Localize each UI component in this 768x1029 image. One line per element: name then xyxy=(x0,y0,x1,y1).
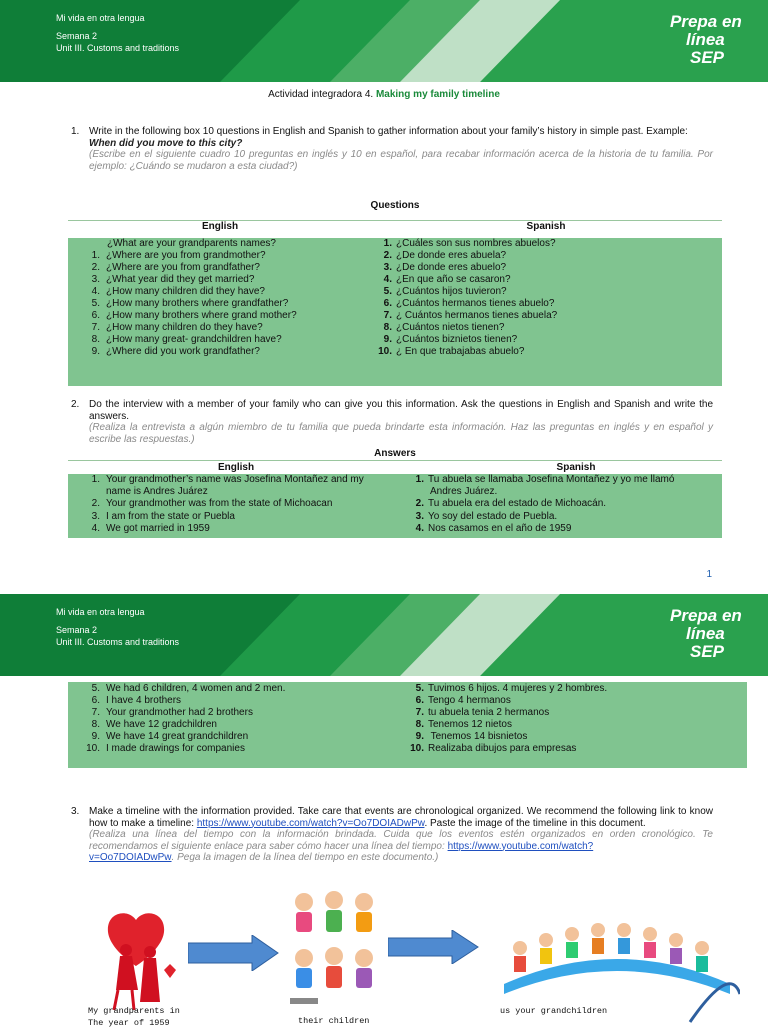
page-header-1 xyxy=(0,0,768,82)
list-item: 6. Tengo 4 hermanos xyxy=(415,695,511,706)
list-item: 6. I have 4 brothers xyxy=(91,695,182,706)
unit-label: Unit III. Customs and traditions xyxy=(56,637,180,647)
page-number: 1 xyxy=(706,569,712,580)
week-label: Semana 2 xyxy=(56,625,98,635)
list-item: 5. Tuvimos 6 hijos. 4 mujeres y 2 hombres. xyxy=(415,683,608,694)
timeline-arrow-1 xyxy=(188,935,280,971)
list-item: 2. ¿De donde eres abuela? xyxy=(383,250,507,261)
list-item: 2. Tu abuela era del estado de Michoacán. xyxy=(415,498,607,510)
list-item: 1. Your grandmother’s name was Josefina Montañez and my xyxy=(91,474,364,485)
prepa-en-linea-logo: Prepa en línea SEP xyxy=(670,606,742,661)
week-label: Semana 2 xyxy=(56,31,98,41)
list-item: 10. ¿ En que trabajabas abuelo? xyxy=(378,346,525,357)
list-item: 8. ¿Cuántos nietos tienen? xyxy=(383,322,505,333)
list-item: 1. Tu abuela se llamaba Josefina Montañez y yo me llamó xyxy=(415,474,675,485)
list-item: 4. We got married in 1959 xyxy=(91,522,210,534)
page-header-2 xyxy=(0,594,768,676)
list-item: 8. We have 12 gradchildren xyxy=(91,719,217,730)
example-question: When did you move to this city? xyxy=(89,137,243,149)
list-item: 6. ¿Cuántos hermanos tienes abuelo? xyxy=(383,298,555,309)
list-item: 4. ¿En que año se casaron? xyxy=(383,274,511,285)
caption-grandchildren: us your grandchildren xyxy=(500,1006,608,1016)
list-item: 7. Your grandmother had 2 brothers xyxy=(91,707,253,718)
children-group-image xyxy=(284,888,384,1008)
list-item: 10. Realizaba dibujos para empresas xyxy=(410,743,577,754)
answers-english-header: English xyxy=(217,462,255,473)
list-item: 10. I made drawings for companies xyxy=(86,743,245,754)
list-item: 7. ¿ Cuántos hermanos tienes abuela? xyxy=(383,310,558,321)
caption-children: their children xyxy=(298,1016,370,1026)
timeline-video-link-es-2[interactable]: v=Oo7DOIADwPw xyxy=(89,852,172,863)
list-item-continued: Andres Juárez. xyxy=(430,486,498,498)
list-item: 6. ¿How many brothers where grand mother? xyxy=(91,310,297,321)
answers-spanish-header: Spanish xyxy=(556,462,596,473)
list-item: 3. I am from the state or Puebla xyxy=(91,510,235,522)
list-item: 3. ¿What year did they get married? xyxy=(91,274,255,285)
list-item: 9. ¿Cuántos biznietos tienen? xyxy=(383,334,518,345)
list-item: 9. We have 14 great grandchildren xyxy=(91,731,249,742)
questions-spanish-header: Spanish xyxy=(526,221,566,232)
list-item: 7. ¿How many children do they have? xyxy=(91,322,263,333)
questions-heading: Questions xyxy=(370,200,420,211)
list-item: 4. Nos casamos en el año de 1959 xyxy=(415,522,572,534)
timeline-video-link-es[interactable]: https://www.youtube.com/watch? xyxy=(447,840,594,852)
activity-title: Actividad integradora 4. Making my family timeline xyxy=(268,89,500,100)
course-name: Mi vida en otra lengua xyxy=(56,13,145,23)
instruction-1: 1. Write in the following box 10 questions in English and Spanish to gather information about your family’s history in simple past. Example: When did you move to this city? (Escribe en el siguiente cuadro 10 preguntas en inglés y 10 en español, para recabar información acerca de la historia de tu familia. Por ejemplo: ¿Cuándo se mudaron a esta ciudad?) xyxy=(71,126,713,172)
unit-label: Unit III. Customs and traditions xyxy=(56,43,180,53)
list-item: 8. ¿How many great- grandchildren have? xyxy=(91,334,282,345)
instruction-3: 3. Make a timeline with the information provided. Take care that events are chronological organized. We recommend the following link to know how to make a timeline: https://www.youtube.com/watch?v=Oo7DOIADwPw. Paste the image of the timeline in this document. (Realiza una línea del tiempo con la información brindada. Cuida que los eventos estén organizados en orden cronológico. Te recomendamos el siguiente enlace para saber cómo hacer una línea del tiempo: https://www.youtube.com/watch? v=Oo7DOIADwPw. Pega la imagen de la línea del tiempo en este documento.) xyxy=(71,806,713,863)
list-item: 8. Tenemos 12 nietos xyxy=(415,719,512,730)
answers-heading: Answers xyxy=(374,448,416,459)
table-rule xyxy=(68,460,722,461)
list-item: 2. Your grandmother was from the state of Michoacan xyxy=(91,498,333,510)
timeline-arrow-2 xyxy=(388,930,480,964)
question-english-intro: ¿What are your grandparents names? xyxy=(107,238,276,249)
header-text xyxy=(56,12,179,54)
grandparents-couple-image xyxy=(88,910,184,1012)
list-item: 1. ¿Where are you from grandmother? xyxy=(91,250,266,261)
list-item: 9. ¿Where did you work grandfather? xyxy=(91,346,260,357)
course-name: Mi vida en otra lengua xyxy=(56,607,145,617)
list-item: 3. ¿De donde eres abuelo? xyxy=(383,262,507,273)
instruction-3-spanish: (Realiza una línea del tiempo con la información brindada. Cuida que los eventos estén organizados en orden cronológico. Te recomendamos el siguiente enlace para saber cómo hacer una línea del tiempo: https://www.youtube.com/watch? v=Oo7DOIADwPw. Pega la imagen de la línea del tiempo en este documento.) xyxy=(89,829,713,863)
instruction-2: 2. Do the interview with a member of your family who can give you this information. Ask the questions in English and Spanish and write the answers. (Realiza la entrevista a algún miembro de tu familia que pueda brindarte esta información. Haz las preguntas en inglés y en español y escribe las respuestas.) xyxy=(71,399,713,445)
list-item: 4. ¿How many children did they have? xyxy=(91,286,265,297)
prepa-en-linea-logo: Prepa en línea SEP xyxy=(670,12,742,67)
list-item: 2. ¿Where are you from grandfather? xyxy=(91,262,260,273)
list-item-continued: name is Andres Juárez xyxy=(106,486,208,498)
list-item: 9. Tenemos 14 bisnietos xyxy=(415,731,528,742)
list-item: 1. ¿Cuáles son sus nombres abuelos? xyxy=(383,238,556,249)
questions-english-header: English xyxy=(201,221,239,232)
instruction-1-spanish: (Escribe en el siguiente cuadro 10 preguntas en inglés y 10 en español, para recabar información acerca de la historia de tu familia. Por ejemplo: ¿Cuándo se mudaron a esta ciudad?) xyxy=(89,149,713,172)
list-item: 7. tu abuela tenia 2 hermanos xyxy=(415,707,550,718)
list-item: 5. ¿Cuántos hijos tuvieron? xyxy=(383,286,507,297)
header-text xyxy=(56,606,179,648)
list-item: 5. ¿How many brothers where grandfather? xyxy=(91,298,289,309)
timeline-video-link[interactable]: https://www.youtube.com/watch?v=Oo7DOIADwPw xyxy=(196,817,425,829)
list-item: 5. We had 6 children, 4 women and 2 men. xyxy=(91,683,286,694)
caption-grandparents: My grandparents in The year of 1959 xyxy=(88,1006,180,1028)
list-item: 3. Yo soy del estado de Puebla. xyxy=(415,510,558,522)
instruction-2-spanish: (Realiza la entrevista a algún miembro de tu familia que pueda brindarte esta información. Haz las preguntas en inglés y en español y escribe las respuestas.) xyxy=(89,422,713,445)
